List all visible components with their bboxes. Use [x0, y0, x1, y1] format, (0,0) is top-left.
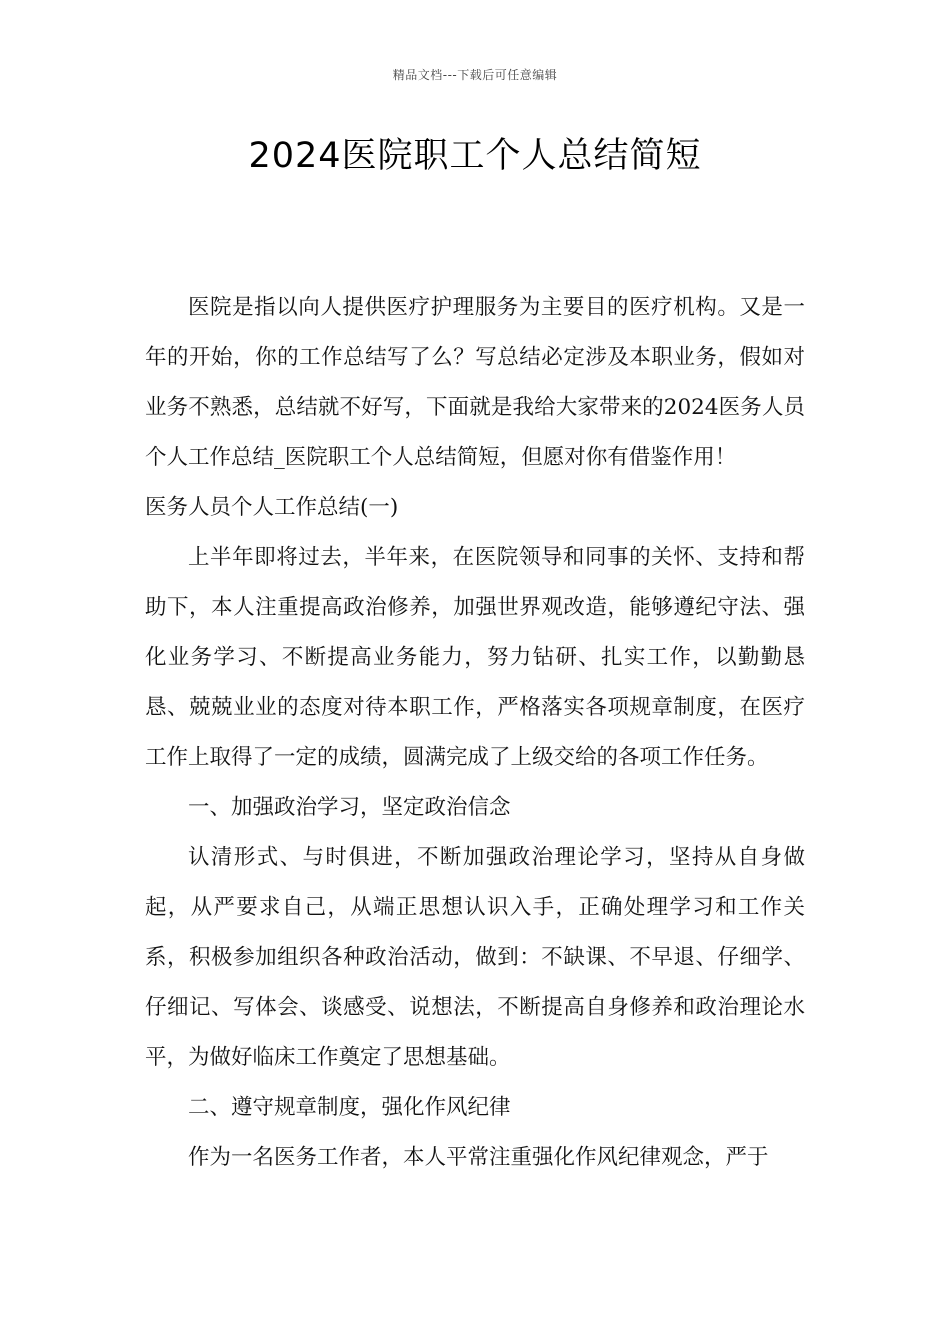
- summary-paragraph: 上半年即将过去，半年来，在医院领导和同事的关怀、支持和帮助下，本人注重提高政治修养，加强世界观改造，能够遵纪守法、强化业务学习、不断提高业务能力，努力钻研、扎实工作，以勤勤恳恳、兢兢业业的态度对待本职工作，严格落实各项规章制度，在医疗工作上取得了一定的成绩，圆满完成了上级交给的各项工作任务。: [145, 545, 805, 770]
- page-header-watermark: 精品文档---下载后可任意编辑: [392, 68, 558, 82]
- political-study-paragraph: 认清形式、与时俱进，不断加强政治理论学习，坚持从自身做起，从严要求自己，从端正思想认识入手，正确处理学习和工作关系，积极参加组织各种政治活动，做到：不缺课、不早退、仔细学、仔细记、写体会、谈感受、说想法，不断提高自身修养和政治理论水平，为做好临床工作奠定了思想基础。: [145, 845, 805, 1070]
- section-heading-summary-one: 医务人员个人工作总结(一): [145, 495, 399, 520]
- document-title: 2024医院职工个人总结简短: [248, 136, 702, 176]
- rules-discipline-paragraph: 作为一名医务工作者，本人平常注重强化作风纪律观念，严于: [188, 1145, 769, 1170]
- intro-paragraph: 医院是指以向人提供医疗护理服务为主要目的医疗机构。又是一年的开始，你的工作总结写了么？写总结必定涉及本职业务，假如对业务不熟悉，总结就不好写，下面就是我给大家带来的2024医务人员个人工作总结_医院职工个人总结简短，但愿对你有借鉴作用！: [145, 295, 805, 470]
- document-body: [145, 283, 805, 1183]
- section-heading-political-study: 一、加强政治学习，坚定政治信念: [188, 795, 511, 820]
- section-heading-rules-discipline: 二、遵守规章制度，强化作风纪律: [188, 1095, 511, 1120]
